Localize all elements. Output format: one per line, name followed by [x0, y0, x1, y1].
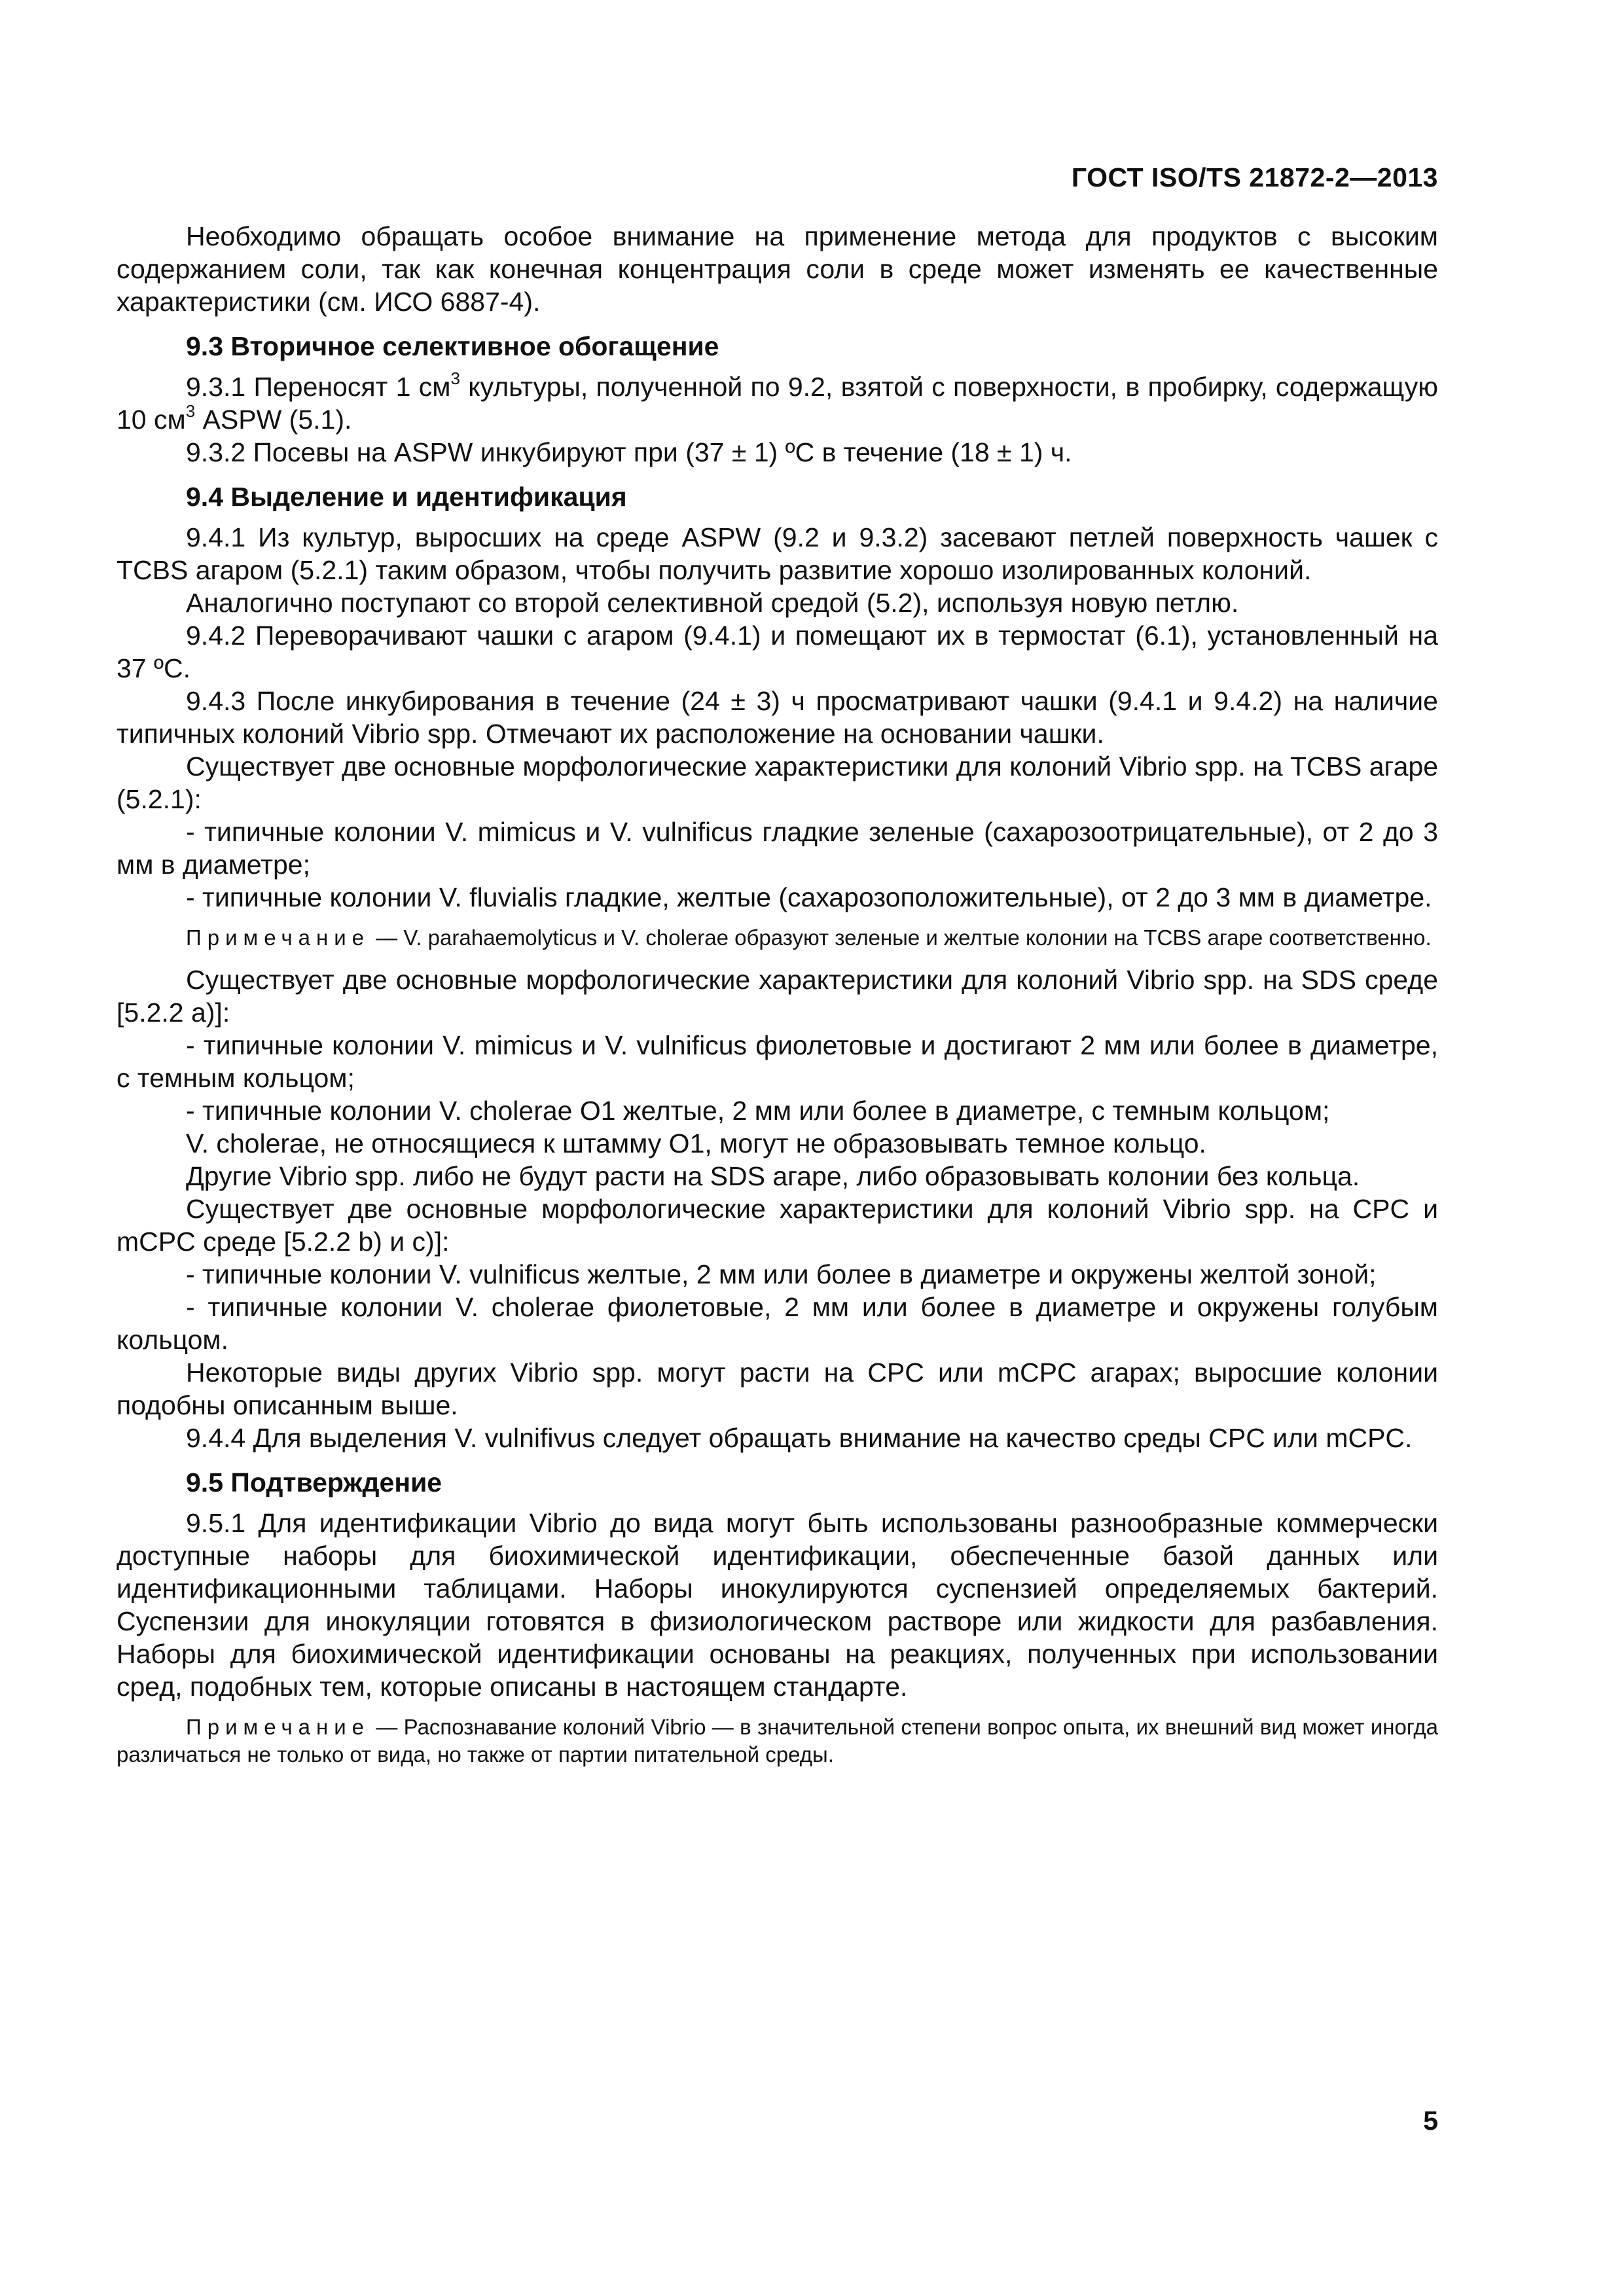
note-label: Примечание	[186, 925, 370, 950]
paragraph-9-3-1: 9.3.1 Переносят 1 $см^3$ культуры, полученной по 9.2, взятой с поверхности, в пробирку, содержащую 10 $см^3$ ASPW (5.1).	[117, 368, 1438, 435]
paragraph-9-5-1: 9.5.1 Для идентификации Vibrio до вида могут быть использованы разнообразные коммерчески доступные наборы для биохимической идентификации, обеспеченные базой данных или идентификационными таблицами. Наборы инокулируются суспензией определяемых бактерий. Суспензии для инокуляции готовятся в физиологическом растворе или жидкости для разбавления. Наборы для биохимической идентификации основаны на реакциях, полученных при использовании сред, подобных тем, которые описаны в настоящем стандарте.	[117, 1508, 1438, 1702]
paragraph: Некоторые виды других Vibrio spp. могут расти на CPC или mCPC агарах; выросшие колонии подобны описанным выше.	[117, 1357, 1438, 1420]
section-heading-9-3: 9.3 Вторичное селективное обогащение	[186, 331, 719, 361]
document-body	[117, 220, 1438, 1780]
note-2: Примечание — Распознавание колоний Vibrio — в значительной степени вопрос опыта, их внешний вид может иногда различаться не только от вида, но также от партии питательной среды.	[117, 1715, 1438, 1767]
intro-paragraph: Необходимо обращать особое внимание на применение метода для продуктов с высоким содержанием соли, так как конечная концентрация соли в среде может изменять ее качественные характеристики (см. ИСО 6887-4).	[117, 221, 1438, 317]
paragraph: 9.4.2 Переворачивают чашки с агаром (9.4.1) и помещают их в термостат (6.1), установленный на 37 ºС.	[117, 620, 1438, 683]
paragraph: 9.4.3 После инкубирования в течение (24 ± 3) ч просматривают чашки (9.4.1 и 9.4.2) на наличие типичных колоний Vibrio spp. Отмечают их расположение на основании чашки.	[117, 686, 1438, 749]
paragraph: Существует две основные морфологические характеристики для колоний Vibrio spp. на CPC и mCPC среде [5.2.2 b) и с)]:	[117, 1194, 1438, 1257]
note-label: Примечание	[186, 1715, 370, 1739]
document-header: ГОСТ ISO/TS 21872-2—2013	[1071, 162, 1438, 192]
list-item: - типичные колонии V. fluvialis гладкие, желтые (сахарозоположительные), от 2 до 3 мм в диаметре.	[186, 882, 1432, 912]
section-heading-9-5: 9.5 Подтверждение	[186, 1467, 442, 1498]
list-item: - типичные колонии V. mimicus и V. vulnificus фиолетовые и достигают 2 мм или более в диаметре, с темным кольцом;	[117, 1030, 1438, 1093]
section-heading-9-4: 9.4 Выделение и идентификация	[186, 482, 627, 512]
paragraph: Существует две основные морфологические характеристики для колоний Vibrio spp. на SDS среде [5.2.2 а)]:	[117, 965, 1438, 1028]
list-item: - типичные колонии V. cholerae фиолетовые, 2 мм или более в диаметре и окружены голубым кольцом.	[117, 1292, 1438, 1355]
list-item: - типичные колонии V. vulnificus желтые, 2 мм или более в диаметре и окружены желтой зоной;	[186, 1259, 1377, 1289]
paragraph-9-4-4: 9.4.4 Для выделения V. vulnifivus следует обращать внимание на качество среды CPC или mCPC.	[186, 1423, 1413, 1453]
paragraph-9-3-2: 9.3.2 Посевы на ASPW инкубируют при (37 ± 1) ºС в течение (18 ± 1) ч.	[186, 437, 1072, 467]
paragraph: 9.4.1 Из культур, выросших на среде ASPW (9.2 и 9.3.2) засевают петлей поверхность чашек с TCBS агаром (5.2.1) таким образом, чтобы получить развитие хорошо изолированных колоний.	[117, 522, 1438, 585]
paragraph: Аналогично поступают со второй селективной средой (5.2), используя новую петлю.	[186, 588, 1239, 618]
list-item: - типичные колонии V. cholerae O1 желтые, 2 мм или более в диаметре, с темным кольцом;	[186, 1096, 1330, 1126]
paragraph: V. cholerae, не относящиеся к штамму O1, могут не образовывать темное кольцо.	[186, 1128, 1206, 1158]
page-number: 5	[1423, 2106, 1438, 2136]
list-item: - типичные колонии V. mimicus и V. vulnificus гладкие зеленые (сахарозоотрицательные), от 2 до 3 мм в диаметре;	[117, 817, 1438, 880]
note-1: Примечание — V. parahaemolyticus и V. cholerae образуют зеленые и желтые колонии на TCBS агаре соответственно.	[186, 925, 1432, 950]
paragraph: Другие Vibrio spp. либо не будут расти на SDS агаре, либо образовывать колонии без кольца.	[186, 1161, 1360, 1191]
paragraph: Существует две основные морфологические характеристики для колоний Vibrio spp. на TCBS агаре (5.2.1):	[117, 751, 1438, 814]
